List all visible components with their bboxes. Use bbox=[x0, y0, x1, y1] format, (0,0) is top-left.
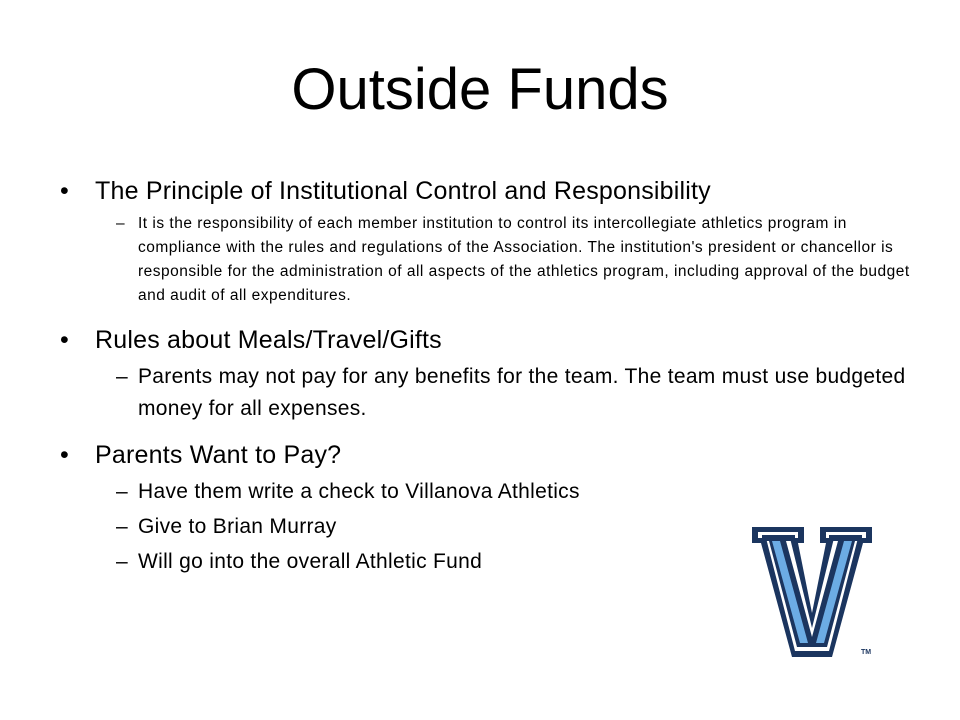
sub-item-text: Have them write a check to Villanova Athletics bbox=[138, 480, 580, 503]
dash-marker: – bbox=[116, 480, 128, 503]
bullet-item bbox=[60, 436, 920, 474]
dash-marker: – bbox=[116, 365, 128, 388]
trademark-mark: TM bbox=[861, 649, 872, 656]
bullet-item bbox=[60, 172, 920, 210]
slide-title: Outside Funds bbox=[291, 57, 669, 122]
dash-marker: – bbox=[116, 550, 128, 573]
villanova-v-logo-icon bbox=[752, 527, 872, 657]
bullet-point: • bbox=[60, 441, 69, 469]
bullet-text: Rules about Meals/Travel/Gifts bbox=[95, 326, 442, 354]
sub-item bbox=[60, 476, 920, 508]
sub-item-text: Will go into the overall Athletic Fund bbox=[138, 550, 483, 573]
sub-item bbox=[60, 212, 920, 308]
sub-item-text: It is the responsibility of each member institution to control its intercollegiate athletics program in compliance with the rules and regulations of the Association. The institution's president or chancellor is responsible for the administration of all aspects of the athletics program, including approval of the budget and audit of all expenditures. bbox=[138, 215, 910, 304]
sub-item-text: Give to Brian Murray bbox=[138, 515, 337, 538]
bullet-text: The Principle of Institutional Control and Responsibility bbox=[95, 177, 711, 205]
sub-item-text: Parents may not pay for any benefits for the team. The team must use budgeted money for all expenses. bbox=[138, 365, 906, 420]
dash-marker: – bbox=[116, 215, 126, 232]
bullet-point: • bbox=[60, 326, 69, 354]
bullet-list bbox=[60, 172, 920, 581]
bullet-point: • bbox=[60, 177, 69, 205]
sub-item bbox=[60, 361, 920, 425]
bullet-item bbox=[60, 321, 920, 359]
dash-marker: – bbox=[116, 515, 128, 538]
bullet-text: Parents Want to Pay? bbox=[95, 441, 342, 469]
